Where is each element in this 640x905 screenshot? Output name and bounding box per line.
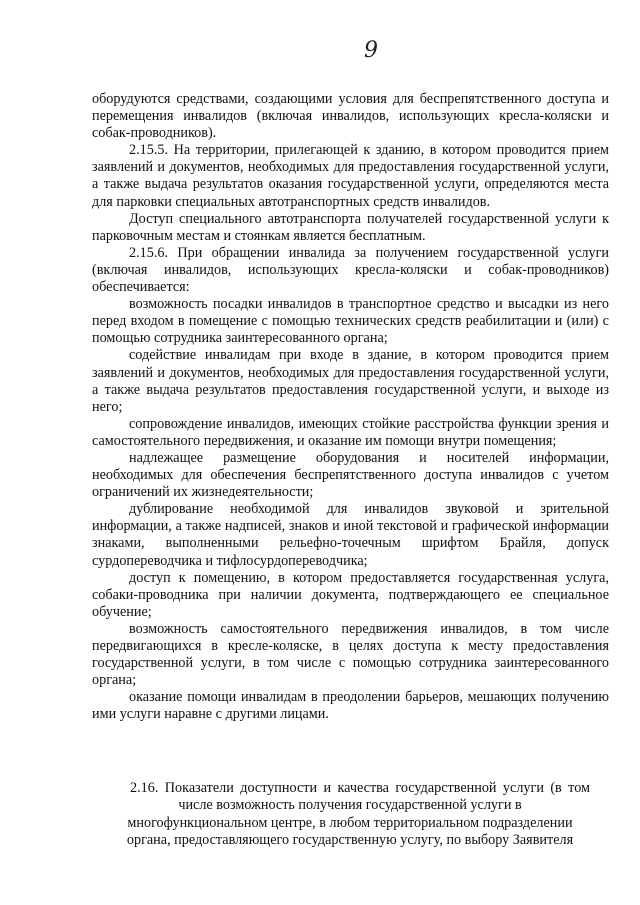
page-number: 9 xyxy=(364,38,378,63)
paragraph: 2.15.5. На территории, прилегающей к зданию, в котором проводится прием заявлений и документов, необходимых для предоставления государственной услуги, а также выдача результатов оказания государственной услуги, определяются места для парковки специальных автотранспортных средств инвалидов. xyxy=(92,142,609,210)
paragraph: Доступ специального автотранспорта получателей государственной услуги к парковочным местам и стоянкам является бесплатным. xyxy=(92,210,609,244)
section-heading xyxy=(110,780,590,850)
section-heading-line: многофункциональном центре, в любом территориальном подразделении xyxy=(127,814,573,831)
section-heading-line: 2.16. Показатели доступности и качества государственной услуги (в том xyxy=(130,780,590,796)
paragraph: дублирование необходимой для инвалидов звуковой и зрительной информации, а также надписей, знаков и иной текстовой и графической информации знаками, выполненными рельефно-точечным шрифтом Брайля, допуск сурдопереводчика и тифлосурдопереводчика; xyxy=(92,501,609,569)
paragraph: возможность самостоятельного передвижения инвалидов, в том числе передвигающихся в кресле-коляске, в целях доступа к месту предоставления государственной услуги, в том числе с помощью сотрудника заинтересованного органа; xyxy=(92,620,609,689)
paragraph: содействие инвалидам при входе в здание, в котором проводится прием заявлений и документов, необходимых для предоставления государственной услуги, а также выдача результатов предоставления государственной услуги, и выходе из него; xyxy=(92,347,609,415)
paragraph: оборудуются средствами, создающими условия для беспрепятственного доступа и перемещения инвалидов (включая инвалидов, использующих кресла-коляски и собак-проводников). xyxy=(92,91,609,142)
paragraph: оказание помощи инвалидам в преодолении барьеров, мешающих получению ими услуги наравне с другими лицами. xyxy=(92,689,609,723)
section-heading-line: числе возможность получения государственной услуги в xyxy=(178,797,522,814)
paragraph: сопровождение инвалидов, имеющих стойкие расстройства функции зрения и самостоятельного передвижения, и оказание им помощи внутри помещения; xyxy=(92,415,609,449)
paragraph: 2.15.6. При обращении инвалида за получением государственной услуги (включая инвалидов, использующих кресла-коляски и собак-проводников) обеспечивается: xyxy=(92,244,609,296)
body-text xyxy=(92,91,609,723)
paragraph: надлежащее размещение оборудования и носителей информации, необходимых для обеспечения беспрепятственного доступа инвалидов с учетом ограничений их жизнедеятельности; xyxy=(92,449,609,501)
paragraph: доступ к помещению, в котором предоставляется государственная услуга, собаки-проводника при наличии документа, подтверждающего ее специальное обучение; xyxy=(92,569,609,620)
paragraph: возможность посадки инвалидов в транспортное средство и высадки из него перед входом в помещение с помощью технических средств реабилитации и (или) с помощью сотрудника заинтересованного органа; xyxy=(92,296,609,347)
section-heading-line: органа, предоставляющего государственную услугу, по выбору Заявителя xyxy=(126,832,574,849)
